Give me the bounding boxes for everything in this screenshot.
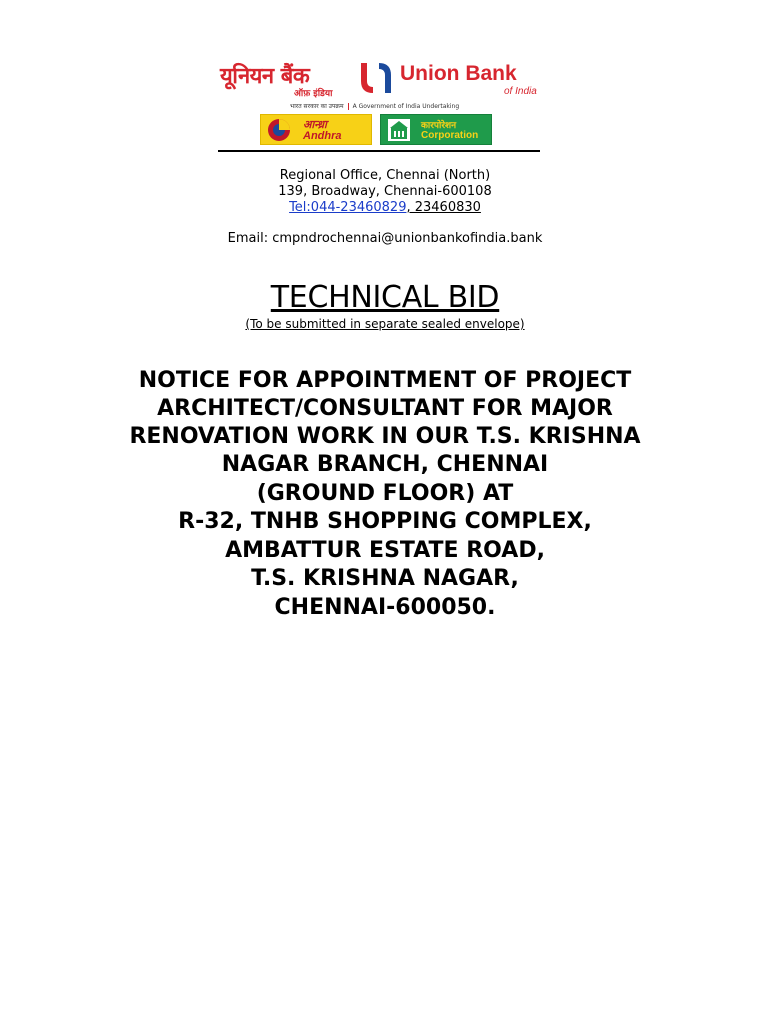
- notice-line: NAGAR BRANCH, CHENNAI: [221, 452, 549, 477]
- office-address: 139, Broadway, Chennai-600108: [278, 184, 492, 199]
- union-bank-wordmark: Union Bank: [400, 62, 517, 85]
- tagline-english: A Government of India Undertaking: [352, 103, 460, 110]
- notice-line: AMBATTUR ESTATE ROAD,: [225, 538, 545, 563]
- bank-logo-header: [218, 58, 540, 154]
- union-bank-logo-icon: [355, 59, 397, 97]
- union-bank-subtitle: of India: [504, 86, 537, 97]
- document-title: TECHNICAL BID: [270, 280, 500, 315]
- submission-note: (To be submitted in separate sealed envelope): [245, 317, 525, 331]
- andhra-wordmark: Andhra: [303, 130, 342, 142]
- tagline-divider: [348, 103, 349, 110]
- phone-link[interactable]: Tel:044-23460829: [289, 200, 407, 215]
- office-phone: [0, 200, 770, 216]
- corporation-bank-emblem-icon: [386, 117, 412, 143]
- union-bank-tagline: [290, 102, 459, 110]
- header-divider: [218, 150, 540, 152]
- notice-line: NOTICE FOR APPOINTMENT OF PROJECT: [138, 368, 632, 393]
- union-bank-hindi-wordmark: यूनियन बैंक: [220, 64, 310, 89]
- notice-line: R-32, TNHB SHOPPING COMPLEX,: [178, 509, 592, 534]
- notice-line: T.S. KRISHNA NAGAR,: [251, 566, 519, 591]
- notice-line: CHENNAI-600050.: [274, 595, 496, 620]
- office-name: Regional Office, Chennai (North): [279, 168, 491, 183]
- notice-line: RENOVATION WORK IN OUR T.S. KRISHNA: [129, 424, 641, 449]
- corporation-wordmark: Corporation: [421, 130, 479, 141]
- corporation-hindi-wordmark: कारपोरेशन: [421, 121, 457, 131]
- andhra-bank-logo: [260, 114, 372, 145]
- notice-line: ARCHITECT/CONSULTANT FOR MAJOR: [157, 396, 613, 421]
- tagline-hindi: भारत सरकार का उपक्रम: [290, 103, 344, 110]
- notice-line: (GROUND FLOOR) AT: [256, 481, 514, 506]
- office-email: Email: cmpndrochennai@unionbankofindia.bank: [227, 231, 543, 246]
- union-bank-hindi-subtitle: ऑफ़ इंडिया: [294, 89, 333, 99]
- andhra-bank-emblem-icon: [267, 118, 291, 142]
- corporation-bank-logo: [380, 114, 492, 145]
- phone-alternate: , 23460830: [406, 200, 481, 215]
- andhra-hindi-wordmark: आन्ध्रा: [303, 118, 327, 131]
